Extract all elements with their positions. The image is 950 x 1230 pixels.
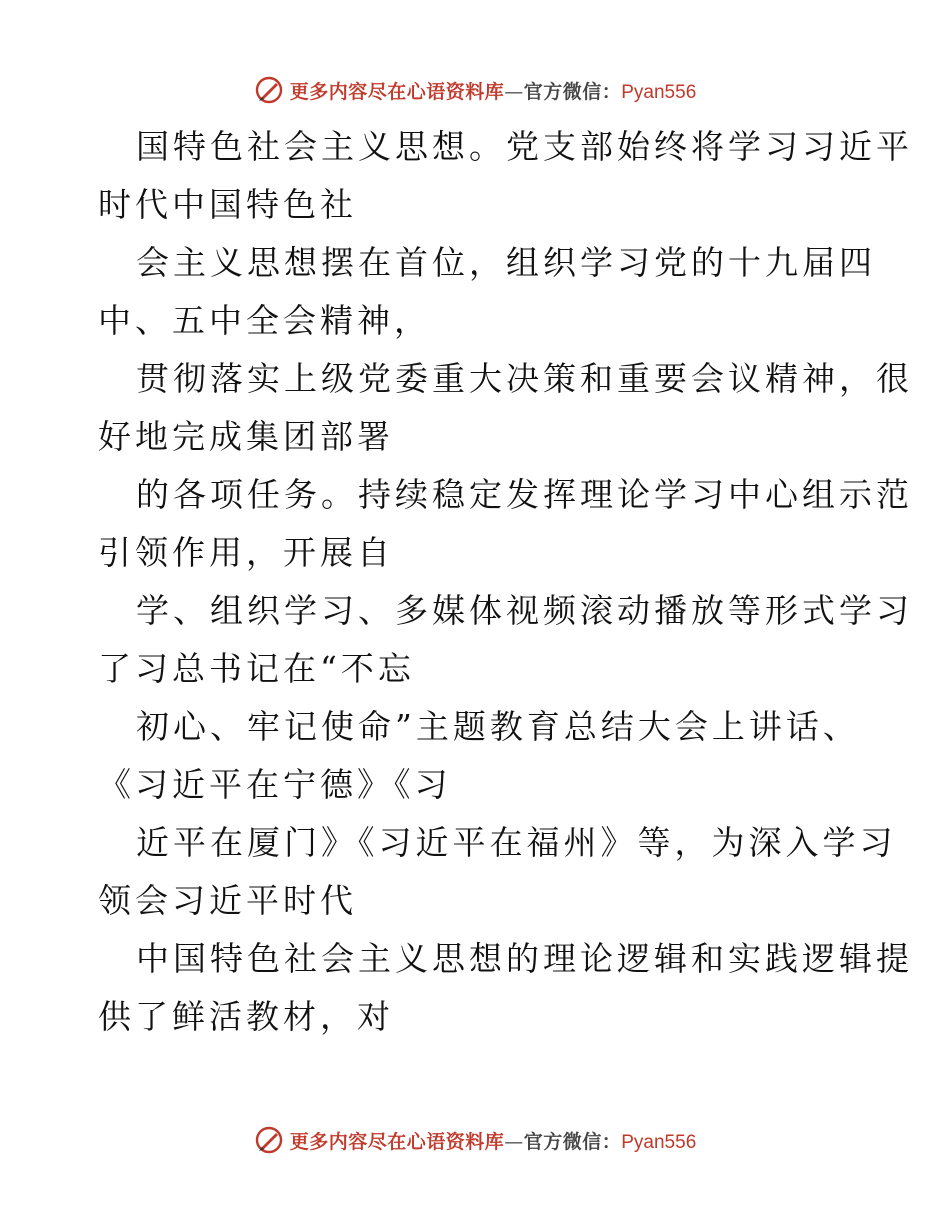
- body-line: 好地完成集团部署: [98, 417, 394, 456]
- header-wechat-label: 官方微信：: [523, 80, 622, 103]
- quill-logo-icon: [254, 1125, 284, 1155]
- body-line: 《习近平在宁德》《习: [98, 765, 452, 804]
- body-line: 贯彻落实上级党委重大决策和重要会议精神，很: [136, 359, 913, 398]
- footer-wechat-label: 官方微信：: [523, 1130, 622, 1153]
- body-line: 中、五中全会精神，: [98, 301, 431, 340]
- footer-wechat-id: Pyan556: [621, 1131, 697, 1153]
- body-line: 会主义思想摆在首位，组织学习党的十九届四: [136, 243, 876, 282]
- body-line: 了习总书记在“不忘: [98, 649, 415, 688]
- body-line: 国特色社会主义思想。党支部始终将学习习近平: [136, 127, 913, 166]
- footer-separator: —: [504, 1130, 524, 1153]
- footer-watermark-banner: [0, 1120, 950, 1160]
- body-line: 供了鲜活教材，对: [98, 997, 394, 1036]
- quill-logo-icon: [254, 75, 284, 105]
- body-line: 初心、牢记使命”主题教育总结大会上讲话、: [136, 707, 860, 746]
- header-brand-text: 更多内容尽在心语资料库: [289, 80, 505, 103]
- header-wechat-id: Pyan556: [621, 81, 697, 103]
- document-body: [98, 118, 913, 1046]
- header-separator: —: [504, 80, 524, 103]
- body-line: 的各项任务。持续稳定发挥理论学习中心组示范: [136, 475, 913, 514]
- body-line: 引领作用，开展自: [98, 533, 394, 572]
- body-line: 时代中国特色社: [98, 185, 357, 224]
- header-watermark-banner: [0, 70, 950, 110]
- body-line: 近平在厦门》《习近平在福州》等，为深入学习: [136, 823, 897, 862]
- header-watermark-text: [290, 77, 697, 104]
- body-line: 中国特色社会主义思想的理论逻辑和实践逻辑提: [136, 939, 913, 978]
- footer-brand-text: 更多内容尽在心语资料库: [289, 1130, 505, 1153]
- body-line: 领会习近平时代: [98, 881, 357, 920]
- footer-watermark-text: [290, 1127, 697, 1154]
- body-line: 学、组织学习、多媒体视频滚动播放等形式学习: [136, 591, 913, 630]
